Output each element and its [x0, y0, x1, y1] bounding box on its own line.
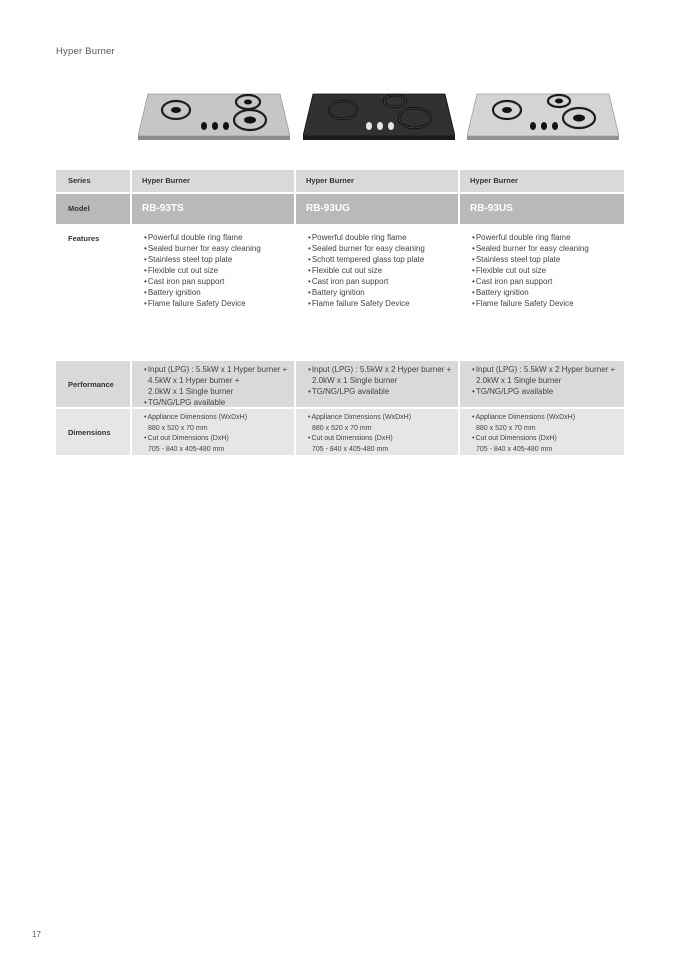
performance-row: [56, 361, 624, 409]
performance-item: • TG/NG/LPG available: [306, 386, 458, 397]
dimension-item: 880 x 520 x 70 mm: [476, 424, 536, 432]
series-row: [56, 170, 624, 194]
feature-item: • Cast iron pan support: [142, 276, 294, 287]
page-number: 17: [32, 930, 41, 939]
dimensions-row: [56, 409, 624, 457]
features-row: [56, 226, 624, 356]
dimension-item: • Cut out Dimensions (DxH): [306, 434, 458, 445]
feature-item: • Powerful double ring flame: [470, 232, 624, 243]
performance-item: 4.5kW x 1 Hyper burner +: [148, 376, 240, 385]
performance-item: • TG/NG/LPG available: [142, 397, 294, 408]
performance-cell: [296, 361, 460, 409]
feature-item: • Sealed burner for easy cleaning: [306, 243, 458, 254]
performance-item: • TG/NG/LPG available: [470, 386, 624, 397]
product-image-rb-93ts: [138, 88, 290, 144]
dimensions-label: Dimensions: [56, 409, 132, 457]
performance-item: • Input (LPG) : 5.5kW x 1 Hyper burner +: [142, 364, 294, 375]
series-label: Series: [56, 170, 132, 194]
feature-item: • Schott tempered glass top plate: [306, 254, 458, 265]
performance-item: 2.0kW x 1 Single burner: [476, 376, 562, 385]
performance-cell: [132, 361, 296, 409]
performance-item: • Input (LPG) : 5.5kW x 2 Hyper burner +: [306, 364, 458, 375]
performance-label: Performance: [56, 361, 132, 409]
features-cell: [132, 226, 296, 356]
features-label: Features: [56, 226, 132, 356]
series-cell: Hyper Burner: [296, 170, 460, 194]
feature-item: • Cast iron pan support: [306, 276, 458, 287]
dimension-item: 705 - 840 x 405-480 mm: [476, 445, 553, 453]
dimensions-cell: [460, 409, 624, 457]
feature-item: • Flame failure Safety Device: [470, 298, 624, 309]
feature-item: • Sealed burner for easy cleaning: [142, 243, 294, 254]
dimension-item: • Appliance Dimensions (WxDxH): [470, 413, 624, 424]
model-label: Model: [56, 194, 132, 226]
feature-item: • Battery ignition: [142, 287, 294, 298]
model-row: [56, 194, 624, 226]
features-cell: [296, 226, 460, 356]
feature-item: • Flexible cut out size: [470, 265, 624, 276]
performance-cell: [460, 361, 624, 409]
dimensions-cell: [132, 409, 296, 457]
dimension-item: 880 x 520 x 70 mm: [312, 424, 372, 432]
features-cell: [460, 226, 624, 356]
dimension-item: • Appliance Dimensions (WxDxH): [142, 413, 294, 424]
feature-item: • Powerful double ring flame: [306, 232, 458, 243]
dimension-item: • Cut out Dimensions (DxH): [142, 434, 294, 445]
page-title: Hyper Burner: [56, 46, 115, 57]
feature-item: • Flame failure Safety Device: [306, 298, 458, 309]
performance-item: • Input (LPG) : 5.5kW x 2 Hyper burner +: [470, 364, 624, 375]
spec-table-top: [56, 170, 624, 356]
dimension-item: • Appliance Dimensions (WxDxH): [306, 413, 458, 424]
feature-item: • Flexible cut out size: [142, 265, 294, 276]
feature-item: • Flame failure Safety Device: [142, 298, 294, 309]
series-cell: Hyper Burner: [132, 170, 296, 194]
performance-item: 2.0kW x 1 Single burner: [312, 376, 398, 385]
dimension-item: • Cut out Dimensions (DxH): [470, 434, 624, 445]
product-image-rb-93us: [467, 88, 619, 144]
product-image-rb-93ug: [303, 88, 455, 144]
model-cell: RB-93TS: [132, 194, 296, 226]
model-cell: RB-93UG: [296, 194, 460, 226]
dimension-item: 705 - 840 x 405-480 mm: [312, 445, 389, 453]
feature-item: • Cast iron pan support: [470, 276, 624, 287]
spec-table-bottom: [56, 361, 624, 457]
feature-item: • Powerful double ring flame: [142, 232, 294, 243]
feature-item: • Stainless steel top plate: [142, 254, 294, 265]
model-cell: RB-93US: [460, 194, 624, 226]
series-cell: Hyper Burner: [460, 170, 624, 194]
dimensions-cell: [296, 409, 460, 457]
dimension-item: 705 - 840 x 405-480 mm: [148, 445, 225, 453]
dimension-item: 880 x 520 x 70 mm: [148, 424, 208, 432]
feature-item: • Stainless steel top plate: [470, 254, 624, 265]
feature-item: • Battery ignition: [470, 287, 624, 298]
performance-item: 2.0kW x 1 Single burner: [148, 387, 234, 396]
feature-item: • Battery ignition: [306, 287, 458, 298]
feature-item: • Flexible cut out size: [306, 265, 458, 276]
feature-item: • Sealed burner for easy cleaning: [470, 243, 624, 254]
